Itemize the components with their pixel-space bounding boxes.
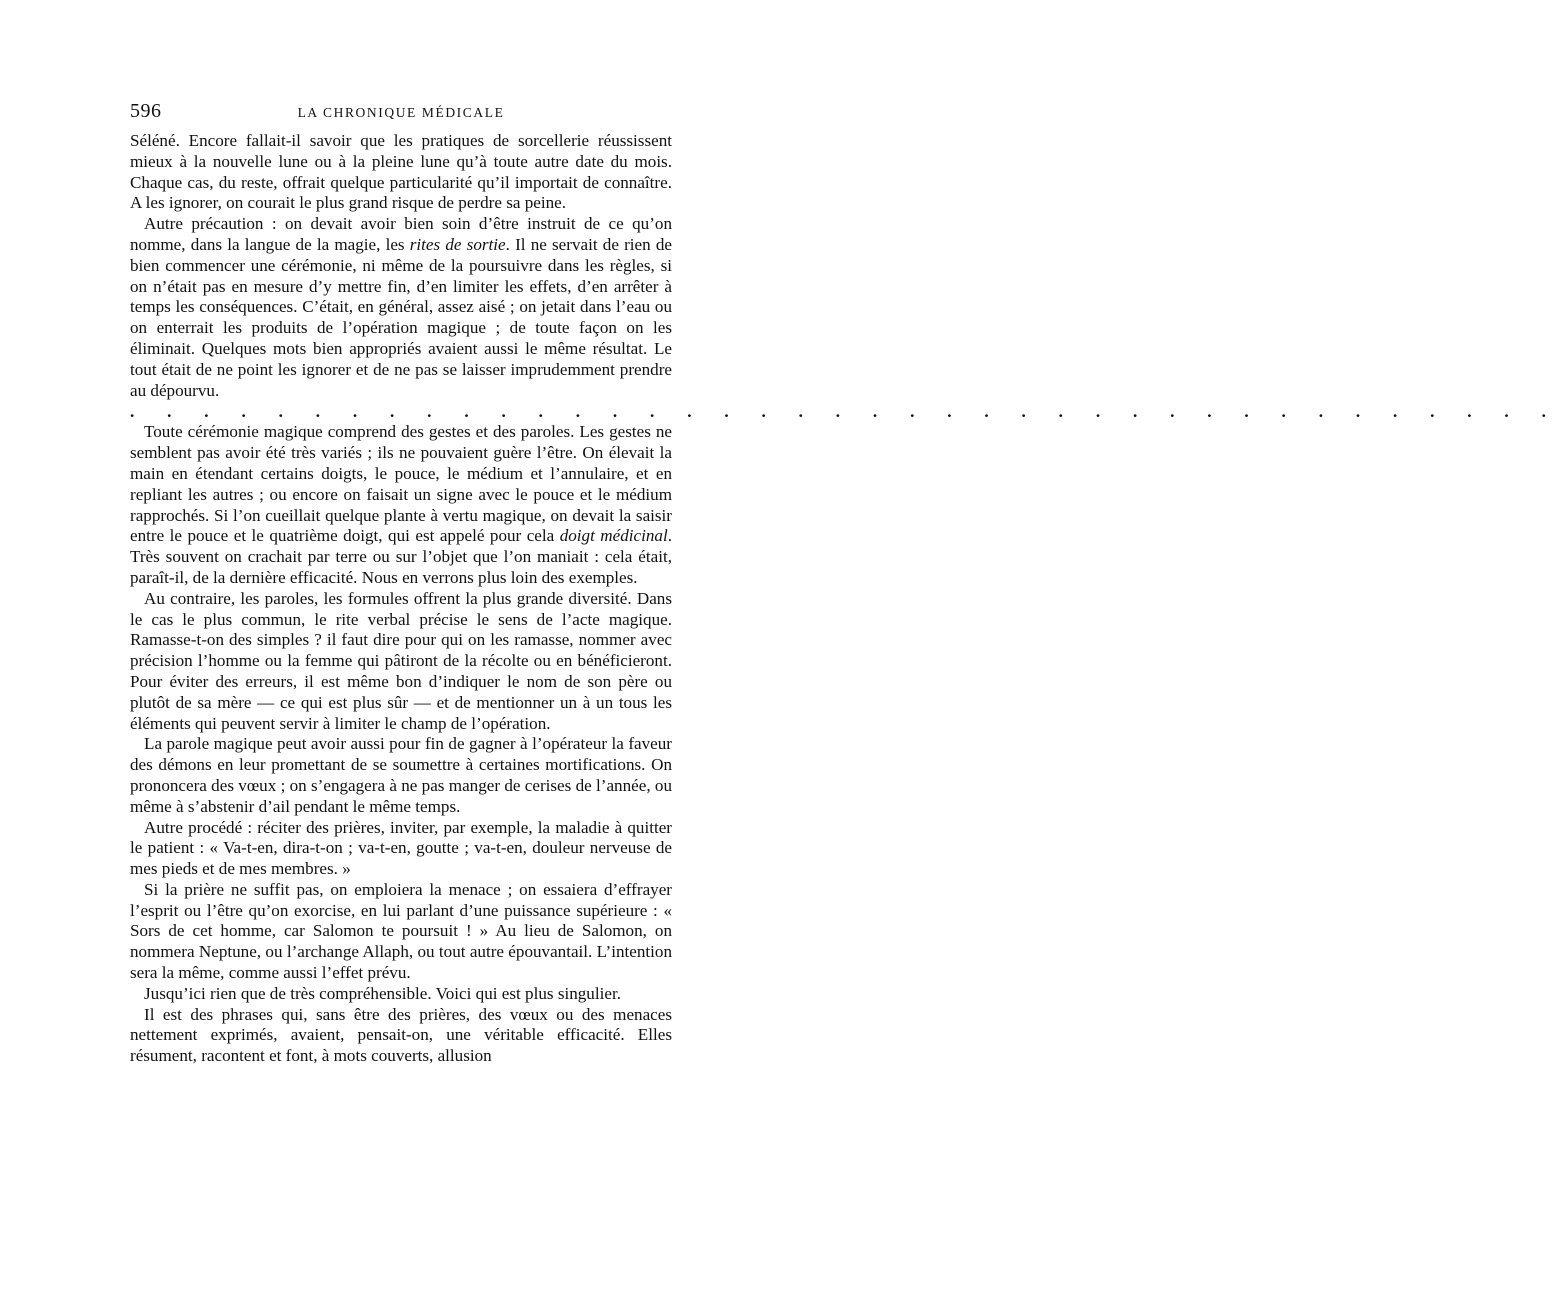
paragraph-3 xyxy=(130,422,672,588)
paragraph-3-text-b: . Très souvent on crachait par terre ou sur l’objet que l’on maniait : cela était, paraît-il, de la dernière efficacité. Nous en verrons plus loin des exemples. xyxy=(130,526,672,587)
running-title: LA CHRONIQUE MÉDICALE xyxy=(297,105,505,120)
paragraph-7: Si la prière ne suffit pas, on emploiera la menace ; on essaiera d’effrayer l’esprit ou l’être qu’on exorcise, en lui parlant d’une puissance supérieure : « Sors de cet homme, car Salomon te poursuit ! » Au lieu de Salomon, on nommera Neptune, ou l’archange Allaph, ou tout autre épouvantail. L’intention sera la même, comme aussi l’effet prévu. xyxy=(130,879,672,983)
paragraph-2-italic: rites de sortie xyxy=(409,234,506,254)
paragraph-2 xyxy=(130,214,672,401)
paragraph-8: Jusqu’ici rien que de très compréhensible. Voici qui est plus singulier. xyxy=(144,983,621,1003)
paragraph-5: La parole magique peut avoir aussi pour fin de gagner à l’opérateur la faveur des démons en leur promettant de se soumettre à certaines mortifications. On prononcera des vœux ; on s’engagera à ne pas manger de cerises de l’année, ou même à s’abstenir d’ail pendant le même temps. xyxy=(130,734,672,816)
paragraph-2-text-a: Autre précaution : on devait avoir bien soin d’être instruit de ce qu’on nomme, dans la langue de la magie, les xyxy=(130,214,672,254)
page-header xyxy=(130,100,672,128)
paragraph-9: Il est des phrases qui, sans être des prières, des vœux ou des menaces nettement exprimés, avaient, pensait-on, une véritable efficacité. Elles résument, racontent et font, à mots couverts, allusion xyxy=(130,1004,672,1066)
paragraph-2-text-b: . Il ne servait de rien de bien commencer une cérémonie, ni même de la poursuivre dans les règles, si on n’était pas en mesure d’y mettre fin, d’en limiter les effets, d’en arrêter à temps les conséquences. C’était, en général, assez aisé ; on jetait dans l’eau ou on enterrait les produits de l’opération magique ; de toute façon on les éliminait. Quelques mots bien appropriés avaient aussi le même résultat. Le tout était de ne point les ignorer et de ne pas se laisser imprudemment prendre au dépourvu. xyxy=(130,234,673,400)
paragraph-6: Autre procédé : réciter des prières, inviter, par exemple, la maladie à quitter le patient : « Va-t-en, dira-t-on ; va-t-en, goutte ; va-t-en, douleur nerveuse de mes pieds et de mes membres. » xyxy=(130,817,672,879)
paragraph-3-italic: doigt médicinal xyxy=(559,526,668,546)
paragraph-3-text-a: Toute cérémonie magique comprend des gestes et des paroles. Les gestes ne semblent pas avoir été très variés ; ils ne pouvaient guère l’être. On élevait la main en étendant certains doigts, le pouce, le médium et l’annulaire, et en repliant les autres ; ou encore on faisait un signe avec le pouce et le médium rapprochés. Si l’on cueillait quelque plante à vertu magique, on devait la saisir entre le pouce et le quatrième doigt, qui est appelé pour cela xyxy=(130,422,672,546)
section-separator-dots: . . . . . . . . . . . . . . . . . . . . . . . . . . . . . . . . . . . . . . . xyxy=(130,402,1560,422)
body-text xyxy=(130,131,1560,1067)
paragraph-1: Séléné. Encore fallait-il savoir que les pratiques de sorcellerie réussissent mieux à la nouvelle lune ou à la pleine lune qu’à toute autre date du mois. Chaque cas, du reste, offrait quelque particularité qu’il importait de connaître. A les ignorer, on courait le plus grand risque de perdre sa peine. xyxy=(130,131,672,213)
paragraph-4: Au contraire, les paroles, les formules offrent la plus grande diversité. Dans le cas le plus commun, le rite verbal précise le sens de l’acte magique. Ramasse-t-on des simples ? il faut dire pour qui on les ramasse, nommer avec précision l’homme ou la femme qui pâtiront de la récolte ou en bénéficieront. Pour éviter des erreurs, il est même bon d’indiquer le nom de son père ou plutôt de sa mère — ce qui est plus sûr — et de mentionner un à un tous les éléments qui peuvent servir à limiter le champ de l’opération. xyxy=(130,588,672,733)
page-number: 596 xyxy=(130,100,162,122)
